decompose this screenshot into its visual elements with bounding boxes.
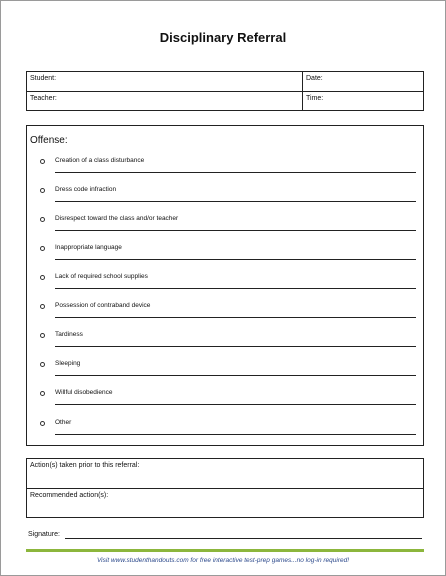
offense-item-line xyxy=(55,172,416,173)
offense-item-label: Dress code infraction xyxy=(55,186,117,193)
offense-item-line xyxy=(55,346,416,347)
radio-bullet-icon[interactable] xyxy=(40,362,45,367)
offense-heading: Offense: xyxy=(30,135,68,146)
form-title: Disciplinary Referral xyxy=(159,30,287,45)
prior-action-field[interactable] xyxy=(27,459,423,489)
offense-item[interactable] xyxy=(27,360,423,376)
radio-bullet-icon[interactable] xyxy=(40,421,45,426)
time-label: Time: xyxy=(306,95,324,102)
offense-item-label: Inappropriate language xyxy=(55,244,122,251)
offense-item-label: Lack of required school supplies xyxy=(55,273,148,280)
student-field[interactable] xyxy=(27,72,303,91)
offense-item[interactable] xyxy=(27,273,423,289)
student-row xyxy=(27,72,423,92)
offense-item[interactable] xyxy=(27,157,423,173)
offense-item[interactable] xyxy=(27,302,423,318)
offense-item-line xyxy=(55,259,416,260)
offense-item[interactable] xyxy=(27,419,423,435)
offense-item-line xyxy=(55,404,416,405)
teacher-field[interactable] xyxy=(27,92,303,111)
student-info-box xyxy=(26,71,424,111)
offense-item-line xyxy=(55,434,416,435)
offense-item[interactable] xyxy=(27,186,423,202)
footer-accent-bar xyxy=(26,549,424,552)
date-field[interactable] xyxy=(303,72,423,91)
recommended-action-field[interactable] xyxy=(27,489,423,518)
offense-item-label: Creation of a class disturbance xyxy=(55,157,145,164)
offense-item-label: Disrespect toward the class and/or teacher xyxy=(55,215,179,222)
offense-item[interactable] xyxy=(27,389,423,405)
radio-bullet-icon[interactable] xyxy=(40,246,45,251)
radio-bullet-icon[interactable] xyxy=(40,391,45,396)
offense-item-line xyxy=(55,230,416,231)
footer-note: Visit www.studenthandouts.com for free interactive test-prep games...no log-in required! xyxy=(96,557,350,564)
offense-item-label: Willful disobedience xyxy=(55,389,113,396)
offense-item-line xyxy=(55,201,416,202)
offense-item-label: Tardiness xyxy=(55,331,83,338)
action-box xyxy=(26,458,424,518)
offense-item-label: Possession of contraband device xyxy=(55,302,151,309)
radio-bullet-icon[interactable] xyxy=(40,188,45,193)
radio-bullet-icon[interactable] xyxy=(40,217,45,222)
radio-bullet-icon[interactable] xyxy=(40,304,45,309)
recommended-action-label: Recommended action(s): xyxy=(30,492,109,499)
student-label: Student: xyxy=(30,75,57,82)
offense-item-label: Sleeping xyxy=(55,360,81,367)
offense-item[interactable] xyxy=(27,244,423,260)
teacher-row xyxy=(27,92,423,111)
date-label: Date: xyxy=(306,75,323,82)
teacher-label: Teacher: xyxy=(30,95,57,102)
offense-box xyxy=(26,125,424,446)
offense-item-label: Other xyxy=(55,419,72,426)
offense-item-line xyxy=(55,288,416,289)
offense-item-line xyxy=(55,375,416,376)
signature-label: Signature: xyxy=(28,531,60,538)
radio-bullet-icon[interactable] xyxy=(40,275,45,280)
offense-item-line xyxy=(55,317,416,318)
offense-item[interactable] xyxy=(27,215,423,231)
prior-action-label: Action(s) taken prior to this referral: xyxy=(30,462,140,469)
radio-bullet-icon[interactable] xyxy=(40,159,45,164)
offense-item[interactable] xyxy=(27,331,423,347)
signature-line[interactable] xyxy=(65,538,422,539)
time-field[interactable] xyxy=(303,92,423,111)
radio-bullet-icon[interactable] xyxy=(40,333,45,338)
